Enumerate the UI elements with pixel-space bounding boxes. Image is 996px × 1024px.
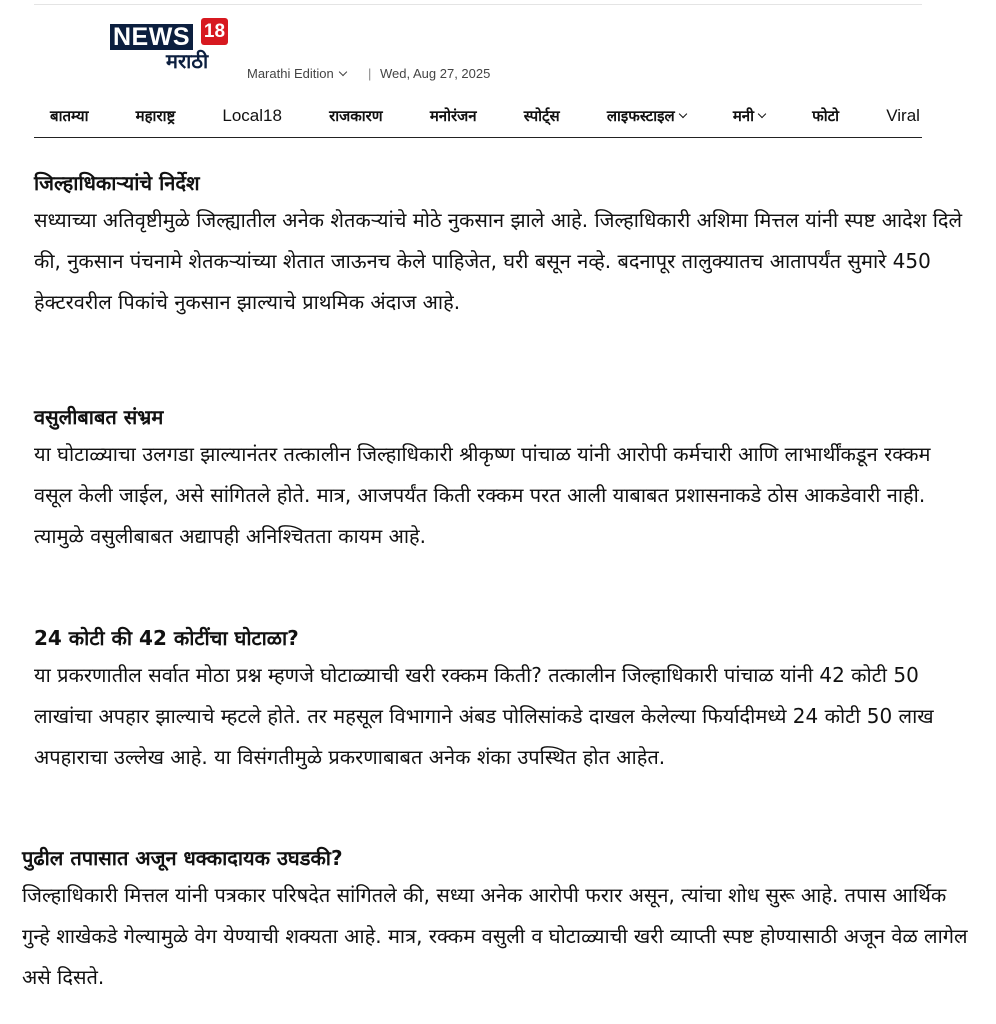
logo-18-badge: 18 <box>201 18 228 45</box>
nav-item-label: लाइफस्टाइल <box>606 106 675 125</box>
logo-news-text: NEWS <box>110 24 193 50</box>
nav-item-entertainment[interactable] <box>430 106 477 126</box>
nav-item-label: स्पोर्ट्स <box>523 106 560 125</box>
nav-item-label: मनोरंजन <box>429 106 477 125</box>
section-paragraph: जिल्हाधिकारी मित्तल यांनी पत्रकार परिषदेत सांगितले की, सध्या अनेक आरोपी फरार असून, त्यांचा शोध सुरू आहे. तपास आर्थिक गुन्हे शाखेकडे गेल्यामुळे वेग येण्याची शक्यता आहे. मात्र, रक्कम वसुली व घोटाळ्याची खरी व्याप्ती स्पष्ट होण्यासाठी अजून वेळ लागेल असे दिसते. <box>22 883 968 989</box>
edition-selector[interactable] <box>247 66 346 81</box>
nav-item-label: बातम्या <box>50 106 89 125</box>
nav-item-label: Local18 <box>222 105 282 125</box>
chevron-down-icon <box>678 110 686 118</box>
nav-item-viral[interactable] <box>886 106 920 126</box>
header-separator: | <box>368 66 372 81</box>
nav-item-photo[interactable] <box>812 106 839 126</box>
section-paragraph: सध्याच्या अतिवृष्टीमुळे जिल्ह्यातील अनेक शेतकऱ्यांचे मोठे नुकसान झाले आहे. जिल्हाधिकारी अशिमा मित्तल यांनी स्पष्ट आदेश दिले की, नुकसान पंचनामे शेतकऱ्यांच्या शेतात जाऊनच केले पाहिजेत, घरी बसून नव्हे. बदनापूर तालुक्यातच आतापर्यंत सुमारे 450 हेक्टरवरील पिकांचे नुकसान झाल्याचे प्राथमिक अंदाज आहे. <box>34 208 963 314</box>
article-section <box>34 404 966 557</box>
chevron-down-icon <box>758 110 766 118</box>
section-heading: 24 कोटी की 42 कोटींचा घोटाळा? <box>34 626 299 650</box>
chevron-down-icon <box>338 68 346 76</box>
logo-marathi-text: मराठी <box>166 49 209 73</box>
section-paragraph: या घोटाळ्याचा उलगडा झाल्यानंतर तत्कालीन जिल्हाधिकारी श्रीकृष्ण पांचाळ यांनी आरोपी कर्मचारी आणि लाभार्थींकडून रक्कम वसूल केली जाईल, असे सांगितले होते. मात्र, आजपर्यंत किती रक्कम परत आली याबाबत प्रशासनाकडे ठोस आकडेवारी नाही. त्यामुळे वसुलीबाबत अद्यापही अनिश्चितता कायम आहे. <box>34 442 931 548</box>
news18-marathi-logo[interactable] <box>110 18 228 78</box>
main-nav <box>34 94 922 138</box>
nav-item-local18[interactable] <box>222 106 282 126</box>
article-section <box>34 170 966 323</box>
section-heading: पुढील तपासात अजून धक्कादायक उघडकी? <box>22 846 343 870</box>
section-paragraph: या प्रकरणातील सर्वात मोठा प्रश्न म्हणजे घोटाळ्याची खरी रक्कम किती? तत्कालीन जिल्हाधिकारी पांचाळ यांनी 42 कोटी 50 लाखांचा अपहार झाल्याचे म्हटले होते. तर महसूल विभागाने अंबड पोलिसांकडे दाखल केलेल्या फिर्यादीमध्ये 24 कोटी 50 लाख अपहाराचा उल्लेख आहे. या विसंगतीमुळे प्रकरणाबाबत अनेक शंका उपस्थित होत आहेत. <box>34 663 934 769</box>
top-divider <box>34 4 922 5</box>
nav-item-politics[interactable] <box>329 106 383 126</box>
nav-item-lifestyle[interactable] <box>607 106 686 126</box>
nav-item-label: Viral <box>886 105 920 125</box>
current-date: Wed, Aug 27, 2025 <box>380 66 491 81</box>
article-section <box>22 845 972 998</box>
nav-item-maharashtra[interactable] <box>136 106 176 126</box>
article-section <box>34 625 978 778</box>
nav-item-label: महाराष्ट्र <box>135 106 176 125</box>
nav-item-label: मनी <box>732 106 755 125</box>
section-heading: वसुलीबाबत संभ्रम <box>34 405 164 429</box>
nav-item-sports[interactable] <box>524 106 560 126</box>
nav-item-label: फोटो <box>812 106 840 125</box>
nav-item-label: राजकारण <box>329 106 383 125</box>
section-heading: जिल्हाधिकाऱ्यांचे निर्देश <box>34 171 200 195</box>
nav-item-money[interactable] <box>733 106 765 126</box>
edition-label: Marathi Edition <box>247 66 334 81</box>
nav-item-news[interactable] <box>50 106 88 126</box>
